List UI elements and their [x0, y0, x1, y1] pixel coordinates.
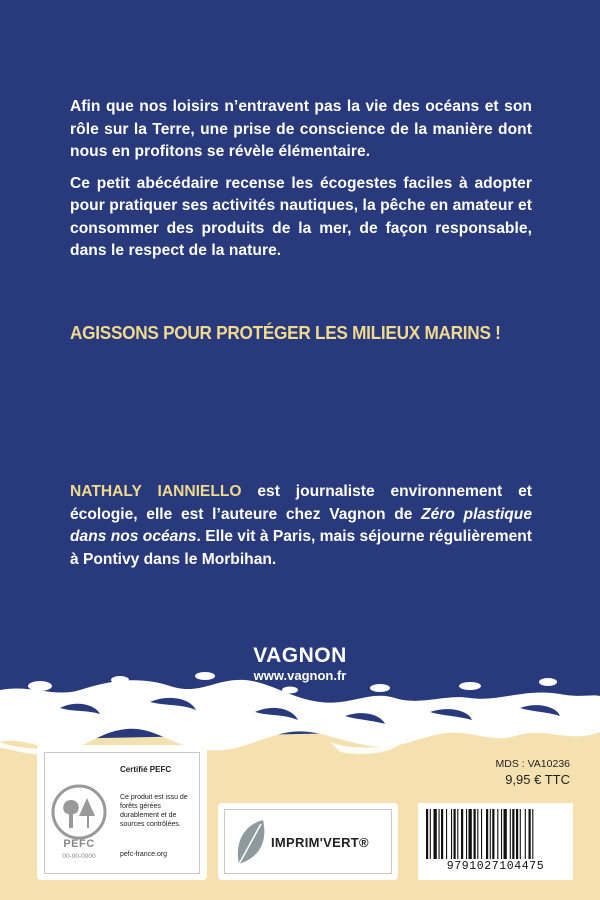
bio-text-2: . Elle vit à Paris, mais séjourne régulièrement à Pontivy dans le Morbihan. — [70, 528, 532, 568]
imprim-vert-frame — [224, 809, 392, 874]
publisher-url: www.vagnon.fr — [253, 668, 347, 683]
blurb-paragraph-1: Afin que nos loisirs n’entravent pas la vie des océans et son rôle sur la Terre, une prise de conscience de la manière dont nous en profitons se révèle élémentaire. — [70, 98, 532, 160]
pefc-label — [37, 745, 207, 880]
imprim-vert-label — [218, 803, 398, 880]
mds-code: MDS : VA10236 — [495, 758, 570, 770]
pefc-logo-number: 00-00-0000 — [62, 853, 96, 860]
barcode — [418, 803, 573, 880]
author-bio — [70, 481, 532, 571]
blurb — [70, 96, 532, 272]
isbn-number: 9791027104475 — [446, 860, 545, 873]
author-name: NATHALY IANNIELLO — [70, 483, 242, 500]
pefc-logo-word: PEFC — [63, 838, 95, 850]
imprim-vert-text: IMPRIM'VERT® — [271, 835, 369, 850]
blurb-paragraph-2: Ce petit abécédaire recense les écogestes faciles à adopter pour pratiquer ses activités nautiques, la pêche en amateur et consommer des produits de la mer, de façon responsable, dans le respect de la nature. — [70, 174, 532, 259]
pefc-description: Ce produit est issu de forêts gérées durablement et de sources contrôlées. — [120, 794, 188, 828]
price: 9,95 € TTC — [505, 772, 570, 787]
book-title: Zéro plastique dans nos océans — [70, 505, 533, 545]
slogan: AGISSONS POUR PROTÉGER LES MILIEUX MARINS ! — [70, 322, 501, 343]
barcode-bars — [426, 809, 565, 859]
leaf-icon — [233, 816, 273, 868]
publisher — [0, 644, 600, 684]
pefc-website: pefc-france.org — [120, 851, 168, 858]
pefc-certified: Certifié PEFC — [120, 765, 172, 774]
pefc-frame — [44, 752, 200, 874]
product-info — [495, 757, 570, 789]
bio-text-1: est journaliste environnement et écologie, elle est l’auteure chez Vagnon de — [70, 483, 532, 523]
publisher-logo: VAGNON — [253, 644, 347, 667]
